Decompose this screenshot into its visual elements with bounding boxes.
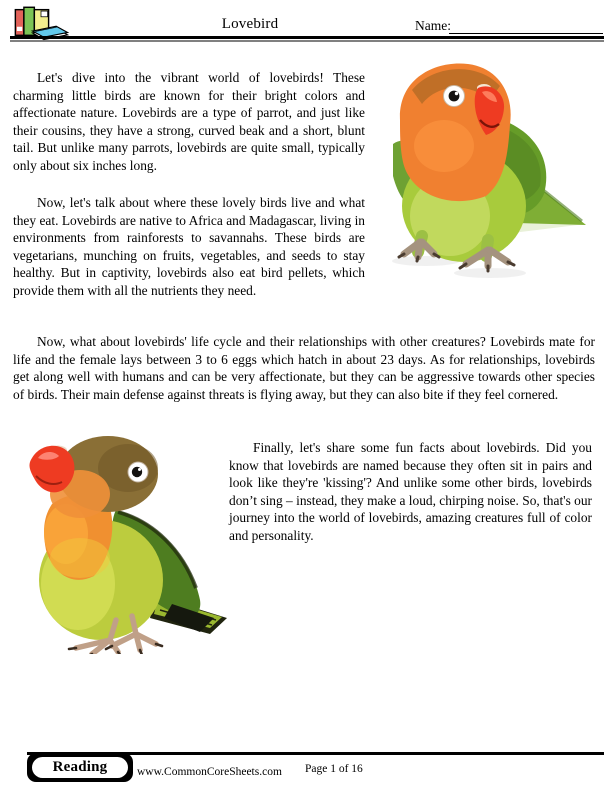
paragraph-lifecycle: Now, what about lovebirds' life cycle and their relationships with other creatures? Lovebirds mate for life and the female lays between 3 to 6 eggs which hatch in about 23 days. As for relationships, lovebirds get along well with humans and can be very affectionate, but they can be aggressive towards other species of birds. Their main defense against threats is flying away, but they can also bite if they feel cornered. xyxy=(13,334,595,402)
paragraph-intro: Let's dive into the vibrant world of lovebirds! These charming little birds are known for their bright colors and affectionate nature. Lovebirds are a type of parrot, and just like their cousins, they have a strong, curved beak and a short, blunt tail. But unlike many parrots, lovebirds are quite small, typically only about six inches long. xyxy=(13,70,365,173)
reading-badge xyxy=(27,753,133,782)
header-rule xyxy=(10,36,604,42)
name-input-line xyxy=(449,19,603,34)
paragraph-fun-facts: Finally, let's share some fun facts about lovebirds. Did you know that lovebirds are named because they often sit in pairs and look like they're 'kissing'? And unlike some other birds, lovebirds don’t sing – instead, they make a loud, chirping noise. So, that's our journey into the world of lovebirds, amazing creatures full of color and personality. xyxy=(229,440,592,543)
reading-badge-label: Reading xyxy=(52,759,108,775)
name-label: Name: xyxy=(415,18,451,33)
page-number: Page 1 of 16 xyxy=(305,763,363,775)
page-title: Lovebird xyxy=(221,16,279,32)
lovebird-photo-top xyxy=(392,58,606,280)
website-text: www.CommonCoreSheets.com xyxy=(137,766,282,778)
paragraph-habitat-diet: Now, let's talk about where these lovely birds live and what they eat. Lovebirds are native to Africa and Madagascar, living in environments from rainforests to savannahs. These birds are vegetarians, munching on fruits, vegetables, and seeds to stay healthy. But in captivity, lovebirds also eat bird pellets, which provide them with all the nutrients they need. xyxy=(13,195,365,298)
reading-badge-inner xyxy=(32,757,128,778)
lovebird-photo-bottom xyxy=(16,428,230,654)
